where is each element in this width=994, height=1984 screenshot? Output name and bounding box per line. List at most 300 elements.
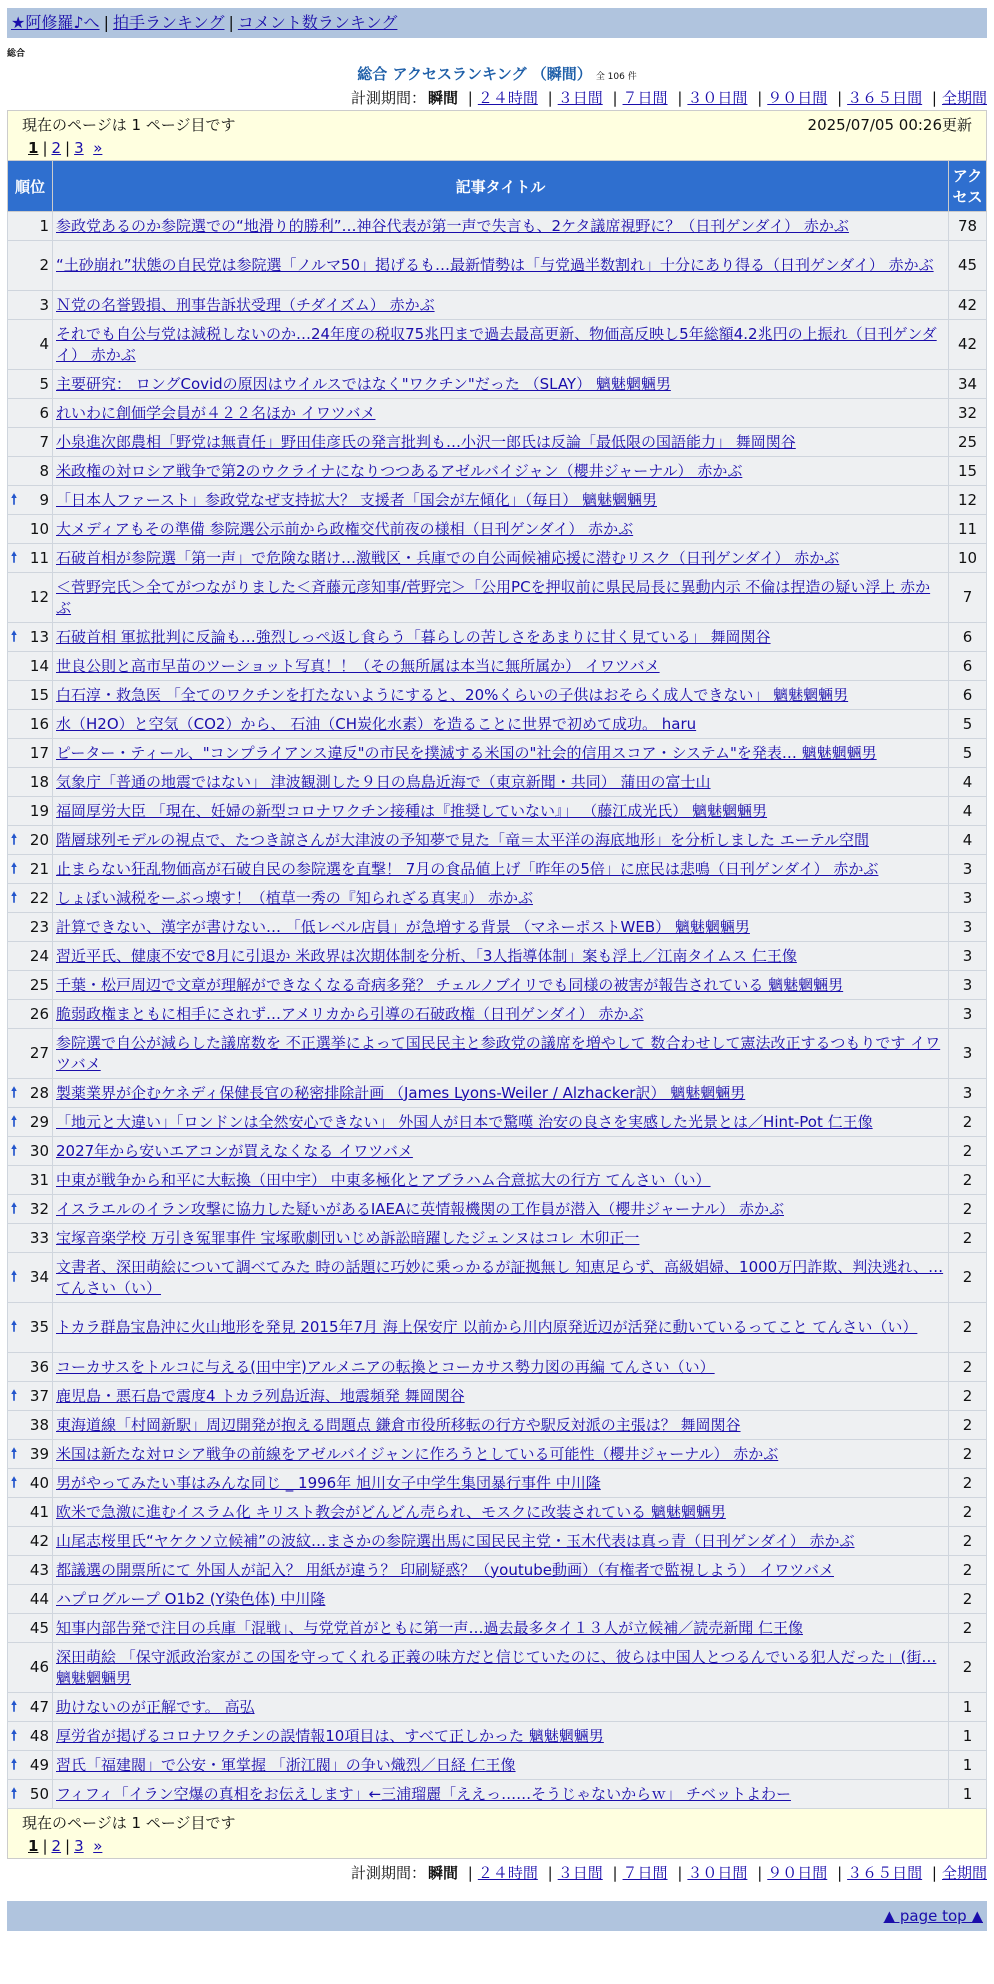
page-3-link[interactable]: 3 — [74, 139, 84, 157]
table-row — [8, 320, 987, 370]
rank-cell — [8, 291, 53, 320]
table-row — [8, 826, 987, 855]
article-link[interactable]: 米政権の対ロシア戦争で第2のウクライナになりつつあるアゼルバイジャン（櫻井ジャーナル） 赤かぶ — [56, 461, 743, 480]
rank-number: 43 — [29, 1560, 49, 1579]
article-link[interactable]: 福岡厚労大臣 「現在、妊婦の新型コロナワクチン接種は『推奨していない』」 （藤江成光氏） 魑魅魍魎男 — [56, 801, 768, 820]
title-cell — [53, 623, 949, 652]
rank-cell — [8, 1780, 53, 1809]
title-cell — [53, 1166, 949, 1195]
rank-up-arrow-icon: 🠕 — [11, 860, 18, 877]
rank-number: 3 — [39, 295, 49, 314]
article-link[interactable]: 中東が戦争から和平に大転換（田中宇） 中東多極化とアブラハム合意拡大の行方 てんさい（い） — [56, 1170, 711, 1189]
rank-number: 13 — [29, 627, 49, 646]
period-current: 瞬間 — [427, 89, 458, 107]
title-cell — [53, 652, 949, 681]
rank-cell — [8, 1585, 53, 1614]
rank-cell — [8, 544, 53, 573]
article-link[interactable]: 計算できない、漢字が書けない… 「低レベル店員」が急増する背景 （マネーポストWEB） 魑魅魍魎男 — [56, 917, 750, 936]
article-link[interactable]: 製薬業界が企むケネディ保健長官の秘密排除計画 （James Lyons-Weiler / Alzhacker訳） 魑魅魍魎男 — [56, 1083, 746, 1102]
title-cell — [53, 399, 949, 428]
access-count: 1 — [949, 1693, 987, 1722]
rank-cell — [8, 1411, 53, 1440]
rank-number: 26 — [29, 1004, 49, 1023]
article-link[interactable]: 白石淳・救急医 「全てのワクチンを打たないようにすると、20%くらいの子供はおそらく成人できない」 魑魅魍魎男 — [56, 685, 849, 704]
rank-number: 15 — [29, 685, 49, 704]
article-link[interactable]: “土砂崩れ”状態の自民党は参院選「ノルマ50」掲げるも…最新情勢は「与党過半数割れ」十分にあり得る（日刊ゲンダイ） 赤かぶ — [56, 256, 934, 274]
rank-number: 33 — [29, 1228, 49, 1247]
access-count: 2 — [949, 1195, 987, 1224]
access-count: 15 — [949, 457, 987, 486]
rank-number: 40 — [29, 1473, 49, 1492]
article-link[interactable]: ピーター・ティール、"コンプライアンス違反"の市民を撲滅する米国の"社会的信用スコア・システム"を発表… 魑魅魍魎男 — [56, 743, 877, 762]
rank-number: 44 — [29, 1589, 49, 1608]
access-count: 2 — [949, 1469, 987, 1498]
title-cell — [53, 1693, 949, 1722]
rank-up-arrow-icon: 🠕 — [11, 889, 18, 906]
rank-number: 18 — [29, 772, 49, 791]
period-selector-top: 計測期間： 瞬間 | ２４時間 | ３日間 | ７日間 | ３０日間 | ９０日間 | ３６５日間 | 全期間 — [350, 89, 987, 107]
title-cell — [53, 826, 949, 855]
access-count: 3 — [949, 913, 987, 942]
rank-cell — [8, 486, 53, 515]
article-link[interactable]: 習近平氏、健康不安で8月に引退か 米政界は次期体制を分析、「3人指導体制」案も浮上／江南タイムス 仁王像 — [56, 946, 797, 965]
article-link[interactable]: 参院選で自公が減らした議席数を 不正選挙によって国民民主と参政党の議席を増やして 数合わせして憲法改正するつもりです イワツバメ — [56, 1033, 941, 1073]
rank-up-arrow-icon: 🠕 — [11, 491, 18, 508]
article-link[interactable]: 厚労省が掲げるコロナワクチンの誤情報10項目は、すべて正しかった 魑魅魍魎男 — [56, 1726, 604, 1745]
table-row — [8, 797, 987, 826]
table-row — [8, 1303, 987, 1353]
access-count: 42 — [949, 291, 987, 320]
access-count: 2 — [949, 1303, 987, 1353]
rank-cell — [8, 428, 53, 457]
rank-cell — [8, 681, 53, 710]
article-link[interactable]: イスラエルのイラン攻撃に協力した疑いがあるIAEAに英情報機関の工作員が潜入（櫻井ジャーナル） 赤かぶ — [56, 1199, 784, 1218]
col-rank: 順位 — [8, 161, 53, 212]
rank-cell — [8, 884, 53, 913]
rank-up-arrow-icon: 🠕 — [11, 1387, 18, 1404]
table-row — [8, 1693, 987, 1722]
period-90d[interactable]: ９０日間 — [767, 1864, 828, 1882]
access-count: 1 — [949, 1722, 987, 1751]
access-count: 45 — [949, 241, 987, 291]
access-count: 2 — [949, 1108, 987, 1137]
rank-cell — [8, 971, 53, 1000]
period-30d[interactable]: ３０日間 — [687, 89, 748, 107]
pager-bottom: 現在のページは 1 ページ目です 1 | 2 | 3 » — [7, 1809, 987, 1859]
category-label: 総合 — [7, 49, 26, 59]
access-count: 32 — [949, 399, 987, 428]
access-count: 3 — [949, 971, 987, 1000]
access-count: 10 — [949, 544, 987, 573]
page-3-link[interactable]: 3 — [74, 1837, 84, 1855]
page-status: 現在のページは 1 ページ目です — [22, 116, 236, 134]
rank-up-arrow-icon: 🠕 — [11, 628, 18, 645]
article-link[interactable]: 習氏「福建閥」で公安・軍掌握 「浙江閥」の争い熾烈／日経 仁王像 — [56, 1755, 516, 1774]
next-page-link[interactable]: » — [93, 1837, 103, 1855]
table-row — [8, 1079, 987, 1108]
rank-number: 19 — [29, 801, 49, 820]
rank-up-arrow-icon: 🠕 — [11, 1474, 18, 1491]
footer-bar — [7, 1901, 987, 1931]
access-count: 25 — [949, 428, 987, 457]
article-link[interactable]: 米国は新たな対ロシア戦争の前線をアゼルバイジャンに作ろうとしている可能性（櫻井ジャーナル） 赤かぶ — [56, 1444, 779, 1463]
rank-number: 16 — [29, 714, 49, 733]
article-link[interactable]: れいわに創価学会員が４２２名ほか イワツバメ — [56, 403, 376, 422]
rank-cell — [8, 1137, 53, 1166]
access-count: 2 — [949, 1166, 987, 1195]
rank-number: 22 — [29, 888, 49, 907]
rank-up-arrow-icon: 🠕 — [11, 1756, 18, 1773]
title-cell — [53, 768, 949, 797]
rank-number: 48 — [29, 1726, 49, 1745]
rank-cell — [8, 1498, 53, 1527]
rank-cell — [8, 826, 53, 855]
article-link[interactable]: 欧米で急激に進むイスラム化 キリスト教会がどんどん売られ、モスクに改装されている 魑魅魍魎男 — [56, 1502, 726, 1521]
article-link[interactable]: 男がやってみたい事はみんな同じ _ 1996年 旭川女子中学生集団暴行事件 中川隆 — [56, 1473, 601, 1492]
rank-number: 28 — [29, 1083, 49, 1102]
comment-ranking-link[interactable]: コメント数ランキング — [237, 13, 398, 32]
total-count: 全 106 件 — [595, 72, 637, 82]
article-link[interactable]: 鹿児島・悪石島で震度4 トカラ列島近海、地震頻発 舞岡関谷 — [56, 1386, 465, 1405]
article-link[interactable]: 知事内部告発で注目の兵庫「混戦」、与党党首がともに第一声…過去最多タイ１３人が立候補／読売新聞 仁王像 — [56, 1618, 803, 1637]
title-cell — [53, 1079, 949, 1108]
article-link[interactable]: 千葉・松戸周辺で文章が理解ができなくなる奇病多発？ チェルノブイリでも同様の被害が報告されている 魑魅魍魎男 — [56, 975, 844, 994]
rank-number: 27 — [29, 1044, 49, 1062]
rank-cell — [8, 515, 53, 544]
access-count: 42 — [949, 320, 987, 370]
article-link[interactable]: 「日本人ファースト」参政党なぜ支持拡大？ 支援者「国会が左傾化」（毎日） 魑魅魍魎男 — [56, 490, 657, 509]
rank-number: 50 — [29, 1784, 49, 1803]
table-row — [8, 1440, 987, 1469]
title-cell — [53, 1303, 949, 1353]
article-link[interactable]: コーカサスをトルコに与える(田中宇)アルメニアの転換とコーカサス勢力図の再編 てんさい（い） — [56, 1357, 715, 1376]
access-count: 6 — [949, 652, 987, 681]
table-row — [8, 1722, 987, 1751]
article-link[interactable]: 宝塚音楽学校 万引き冤罪事件 宝塚歌劇団いじめ訴訟暗躍したジェンヌはコレ 木卯正一 — [56, 1228, 640, 1247]
title-cell — [53, 913, 949, 942]
rank-cell — [8, 1643, 53, 1693]
rank-number: 24 — [29, 946, 49, 965]
rank-number: 1 — [39, 216, 49, 235]
access-count: 2 — [949, 1498, 987, 1527]
rank-up-arrow-icon: 🠕 — [11, 1319, 18, 1335]
rank-number: 11 — [29, 548, 49, 567]
title-cell — [53, 486, 949, 515]
rank-up-arrow-icon: 🠕 — [11, 1084, 18, 1101]
access-count: 34 — [949, 370, 987, 399]
table-row — [8, 1751, 987, 1780]
col-access: アクセス — [949, 161, 987, 212]
access-count: 2 — [949, 1643, 987, 1693]
title-cell — [53, 1411, 949, 1440]
article-link[interactable]: フィフィ「イラン空爆の真相をお伝えします」←三浦瑠麗「ええっ……そうじゃないからｗ」 チベットよわー — [56, 1784, 791, 1803]
rank-number: 35 — [29, 1318, 49, 1336]
rank-number: 42 — [29, 1531, 49, 1550]
table-row — [8, 1108, 987, 1137]
period-7d[interactable]: ７日間 — [622, 89, 668, 107]
article-link[interactable]: 水（H2O）と空気（CO2）から、 石油（CH炭化水素）を造ることに世界で初めて成功。 haru — [56, 714, 697, 733]
rank-number: 41 — [29, 1502, 49, 1521]
access-count: 4 — [949, 797, 987, 826]
home-link[interactable]: ★阿修羅♪へ — [11, 13, 100, 32]
rank-number: 49 — [29, 1755, 49, 1774]
access-count: 2 — [949, 1527, 987, 1556]
article-link[interactable]: 石破首相が参院選「第一声」で危険な賭け…激戦区・兵庫での自公両候補応援に潜むリスク（日刊ゲンダイ） 赤かぶ — [56, 548, 840, 567]
page-2-link[interactable]: 2 — [51, 1837, 62, 1855]
title-cell — [53, 681, 949, 710]
next-page-link[interactable]: » — [93, 139, 103, 157]
table-row — [8, 486, 987, 515]
nav-separator: | — [228, 13, 234, 32]
period-all[interactable]: 全期間 — [941, 1864, 987, 1882]
clap-ranking-link[interactable]: 拍手ランキング — [112, 13, 225, 32]
period-24h[interactable]: ２４時間 — [477, 1864, 538, 1882]
table-row — [8, 370, 987, 399]
access-count: 2 — [949, 1137, 987, 1166]
title-cell — [53, 241, 949, 291]
article-link[interactable]: 参政党あるのか参院選での“地滑り的勝利”…神谷代表が第一声で失言も、2ケタ議席視野に？（日刊ゲンダイ） 赤かぶ — [56, 216, 849, 235]
title-cell — [53, 1643, 949, 1693]
title-cell — [53, 212, 949, 241]
table-row — [8, 942, 987, 971]
title-cell — [53, 884, 949, 913]
title-cell — [53, 1469, 949, 1498]
article-link[interactable]: 脆弱政権まともに相手にされず…アメリカから引導の石破政権（日刊ゲンダイ） 赤かぶ — [56, 1004, 644, 1023]
rank-up-arrow-icon: 🠕 — [11, 1113, 18, 1130]
title-cell — [53, 1498, 949, 1527]
title-cell — [53, 370, 949, 399]
table-row — [8, 855, 987, 884]
article-link[interactable]: 助けないのが正解です。 高弘 — [56, 1697, 255, 1716]
access-count: 6 — [949, 681, 987, 710]
title-cell — [53, 1353, 949, 1382]
rank-cell — [8, 1614, 53, 1643]
rank-up-arrow-icon: 🠕 — [11, 831, 18, 848]
period-30d[interactable]: ３０日間 — [687, 1864, 748, 1882]
table-row — [8, 1585, 987, 1614]
table-row — [8, 1382, 987, 1411]
access-count: 3 — [949, 855, 987, 884]
rank-up-arrow-icon: 🠕 — [11, 1445, 18, 1462]
rank-cell — [8, 370, 53, 399]
article-link[interactable]: トカラ群島宝島沖に火山地形を発見 2015年7月 海上保安庁 以前から川内原発近辺が活発に動いているってこと てんさい（い） — [56, 1318, 918, 1336]
table-row — [8, 739, 987, 768]
article-link[interactable]: 世良公則と高市早苗のツーショット写真！！（その無所属は本当に無所属か） イワツバメ — [56, 656, 660, 675]
rank-up-arrow-icon: 🠕 — [11, 549, 18, 566]
rank-number: 29 — [29, 1112, 49, 1131]
access-count: 78 — [949, 212, 987, 241]
title-cell — [53, 1382, 949, 1411]
table-row — [8, 681, 987, 710]
rank-up-arrow-icon: 🠕 — [11, 1698, 18, 1715]
page-current: 1 — [28, 139, 39, 157]
access-count: 2 — [949, 1556, 987, 1585]
title-cell — [53, 544, 949, 573]
access-count: 2 — [949, 1382, 987, 1411]
rank-cell — [8, 1000, 53, 1029]
access-count: 2 — [949, 1253, 987, 1303]
article-link[interactable]: 大メディアもその準備 参院選公示前から政権交代前夜の様相（日刊ゲンダイ） 赤かぶ — [56, 519, 634, 538]
nav-separator: | — [103, 13, 109, 32]
title-cell — [53, 797, 949, 826]
title-cell — [53, 1137, 949, 1166]
access-count: 7 — [949, 573, 987, 623]
title-cell — [53, 710, 949, 739]
rank-number: 17 — [29, 743, 49, 762]
rank-cell — [8, 212, 53, 241]
access-count: 2 — [949, 1353, 987, 1382]
table-row — [8, 1166, 987, 1195]
article-link[interactable]: Ｎ党の名誉毀損、刑事告訴状受理（チダイズム） 赤かぶ — [56, 295, 435, 314]
rank-number: 21 — [29, 859, 49, 878]
access-count: 2 — [949, 1411, 987, 1440]
page-2-link[interactable]: 2 — [51, 139, 62, 157]
article-link[interactable]: 文書者、深田萌絵について調べてみた 時の話題に巧妙に乗っかるが証拠無し 知恵足らず、高級娼婦、1000万円詐欺、判決逃れ、… てんさい（い） — [56, 1257, 944, 1297]
article-link[interactable]: ＜菅野完氏＞全てがつながりました＜斉藤元彦知事/菅野完＞「公用PCを押収前に県民局長に異動内示 不倫は捏造の疑い浮上 赤かぶ — [56, 577, 931, 617]
rank-cell — [8, 1166, 53, 1195]
article-link[interactable]: ハプログループ O1b2 (Y染色体) 中川隆 — [56, 1589, 326, 1608]
article-link[interactable]: 東海道線「村岡新駅」周辺開発が抱える問題点 鎌倉市役所移転の行方や駅反対派の主張は？ 舞岡関谷 — [56, 1415, 741, 1434]
table-row — [8, 457, 987, 486]
table-row — [8, 1498, 987, 1527]
article-link[interactable]: 「地元と大違い」「ロンドンは全然安心できない」 外国人が日本で驚嘆 治安の良さを実感した光景とは／Hint-Pot 仁王像 — [56, 1112, 873, 1131]
period-3d[interactable]: ３日間 — [557, 89, 603, 107]
access-count: 1 — [949, 1780, 987, 1809]
table-row — [8, 428, 987, 457]
title-cell — [53, 1614, 949, 1643]
table-row — [8, 971, 987, 1000]
period-3d[interactable]: ３日間 — [557, 1864, 603, 1882]
rank-number: 36 — [29, 1357, 49, 1376]
rank-number: 14 — [29, 656, 49, 675]
period-365d[interactable]: ３６５日間 — [847, 1864, 923, 1882]
article-link[interactable]: 2027年から安いエアコンが買えなくなる イワツバメ — [56, 1141, 413, 1160]
article-link[interactable]: 小泉進次郎農相「野党は無責任」野田佳彦氏の発言批判も…小沢一郎氏は反論「最低限の国語能力」 舞岡関谷 — [56, 432, 796, 451]
rank-number: 2 — [39, 256, 49, 274]
access-count: 4 — [949, 768, 987, 797]
access-count: 3 — [949, 942, 987, 971]
rank-cell — [8, 1469, 53, 1498]
rank-cell — [8, 1527, 53, 1556]
title-cell — [53, 573, 949, 623]
rank-number: 32 — [29, 1199, 49, 1218]
rank-number: 30 — [29, 1141, 49, 1160]
table-row — [8, 1000, 987, 1029]
ranking-body — [8, 212, 987, 1809]
table-row — [8, 710, 987, 739]
rank-cell — [8, 1556, 53, 1585]
table-row — [8, 1253, 987, 1303]
article-link[interactable]: 深田萌絵 「保守派政治家がこの国を守ってくれる正義の味方だと信じていたのに、彼らは中国人とつるんでいる犯人だった」(街… 魑魅魍魎男 — [56, 1647, 937, 1687]
rank-number: 31 — [29, 1170, 49, 1189]
period-current: 瞬間 — [427, 1864, 458, 1882]
article-link[interactable]: 都議選の開票所にて 外国人が記入？ 用紙が違う？ 印刷疑惑？（youtube動画）（有権者で監視しよう） イワツバメ — [56, 1560, 834, 1579]
table-row — [8, 291, 987, 320]
page-heading — [7, 62, 987, 86]
title-cell — [53, 291, 949, 320]
rank-cell — [8, 457, 53, 486]
rank-cell — [8, 797, 53, 826]
title-cell — [53, 320, 949, 370]
period-90d[interactable]: ９０日間 — [767, 89, 828, 107]
title-cell — [53, 515, 949, 544]
rank-number: 34 — [29, 1268, 49, 1286]
rank-cell — [8, 573, 53, 623]
table-row — [8, 1643, 987, 1693]
article-link[interactable]: 気象庁「普通の地震ではない」 津波観測した９日の鳥島近海で（東京新聞・共同） 蒲田の富士山 — [56, 772, 711, 791]
article-link[interactable]: 石破首相 軍拡批判に反論も…強烈しっぺ返し食らう「暮らしの苦しさをあまりに甘く見ている」 舞岡関谷 — [56, 627, 771, 646]
article-link[interactable]: 階層球列モデルの視点で、たつき諒さんが大津波の予知夢で見た「竜＝太平洋の海底地形」を分析しました エーテル空間 — [56, 830, 869, 849]
article-link[interactable]: それでも自公与党は減税しないのか…24年度の税収75兆円まで過去最高更新、物価高反映し5年総額4.2兆円の上振れ（日刊ゲンダイ） 赤かぶ — [56, 324, 937, 364]
title-cell — [53, 1108, 949, 1137]
table-row — [8, 1556, 987, 1585]
period-7d[interactable]: ７日間 — [622, 1864, 668, 1882]
table-row — [8, 652, 987, 681]
rank-number: 47 — [29, 1697, 49, 1716]
rank-cell — [8, 1440, 53, 1469]
page-current: 1 — [28, 1837, 39, 1855]
access-count: 5 — [949, 710, 987, 739]
title-cell — [53, 1585, 949, 1614]
col-title: 記事タイトル — [53, 161, 949, 212]
period-365d[interactable]: ３６５日間 — [847, 89, 923, 107]
rank-number: 12 — [29, 588, 49, 606]
access-count: 3 — [949, 1000, 987, 1029]
rank-number: 7 — [39, 432, 49, 451]
top-nav — [7, 8, 987, 38]
rank-cell — [8, 320, 53, 370]
article-link[interactable]: しょぼい減税をーぶっ壊す！（植草一秀の『知られざる真実』） 赤かぶ — [56, 888, 533, 907]
access-count: 2 — [949, 1440, 987, 1469]
access-count: 2 — [949, 1614, 987, 1643]
article-link[interactable]: 止まらない狂乱物価高が石破自民の参院選を直撃！ 7月の食品値上げ「昨年の5倍」に庶民は悲鳴（日刊ゲンダイ） 赤かぶ — [56, 859, 879, 878]
table-row — [8, 1614, 987, 1643]
period-all[interactable]: 全期間 — [941, 89, 987, 107]
access-count: 3 — [949, 884, 987, 913]
rank-number: 6 — [39, 403, 49, 422]
rank-up-arrow-icon: 🠕 — [11, 1785, 18, 1802]
rank-up-arrow-icon: 🠕 — [11, 1727, 18, 1744]
title-cell — [53, 1780, 949, 1809]
period-selector-bottom: 計測期間： 瞬間 | ２４時間 | ３日間 | ７日間 | ３０日間 | ９０日間 | ３６５日間 | 全期間 — [350, 1864, 987, 1882]
title-cell — [53, 1195, 949, 1224]
table-row — [8, 1195, 987, 1224]
rank-number: 5 — [39, 374, 49, 393]
access-count: 1 — [949, 1751, 987, 1780]
period-24h[interactable]: ２４時間 — [477, 89, 538, 107]
title-cell — [53, 1527, 949, 1556]
rank-cell — [8, 1108, 53, 1137]
title-cell — [53, 1000, 949, 1029]
title-cell — [53, 971, 949, 1000]
rank-cell — [8, 1029, 53, 1079]
page-top-link[interactable]: ▲ page top ▲ — [883, 1907, 983, 1925]
rank-cell — [8, 1382, 53, 1411]
article-link[interactable]: 山尾志桜里氏“ヤケクソ立候補”の波紋…まさかの参院選出馬に国民民主党・玉木代表は真っ青（日刊ゲンダイ） 赤かぶ — [56, 1531, 855, 1550]
table-row — [8, 399, 987, 428]
rank-cell — [8, 1253, 53, 1303]
table-row — [8, 1029, 987, 1079]
page-status: 現在のページは 1 ページ目です — [22, 1814, 236, 1832]
title-cell — [53, 1029, 949, 1079]
rank-cell — [8, 1079, 53, 1108]
rank-up-arrow-icon: 🠕 — [11, 1142, 18, 1159]
pager-top: 現在のページは 1 ページ目です 2025/07/05 00:26更新 1 | 2 | 3 » — [7, 110, 987, 160]
table-row — [8, 1224, 987, 1253]
article-link[interactable]: 主要研究： ロングCovidの原因はウイルスではなく"ワクチン"だった （SLAY） 魑魅魍魎男 — [56, 374, 671, 393]
table-row — [8, 1780, 987, 1809]
rank-cell — [8, 1224, 53, 1253]
